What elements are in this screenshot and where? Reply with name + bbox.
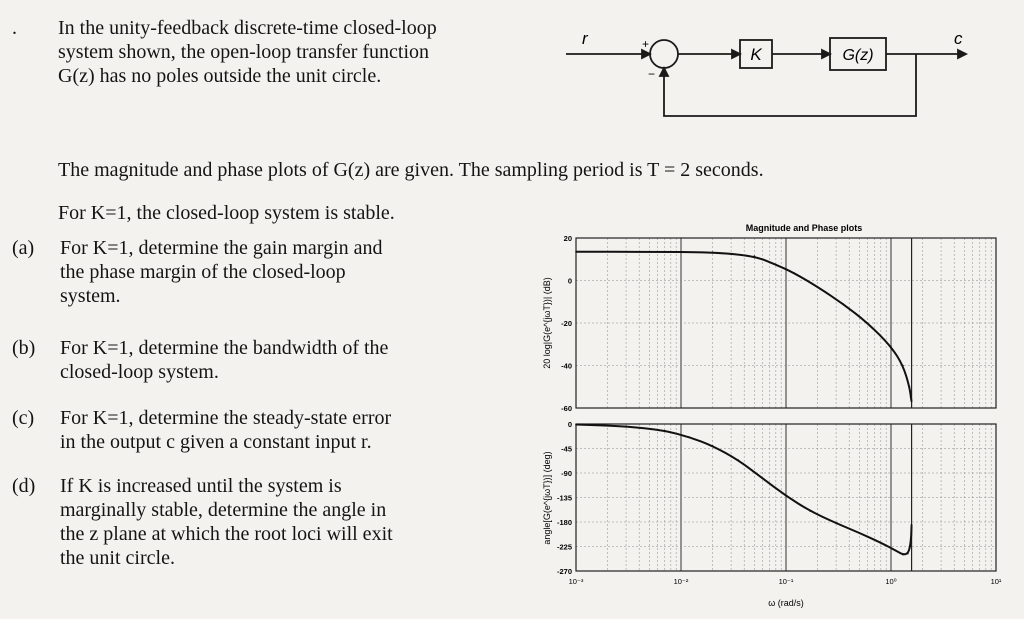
magnitude-data-point	[842, 303, 844, 305]
magnitude-data-point	[754, 255, 756, 257]
magnitude-grid	[576, 238, 996, 408]
phase-tick-label: -135	[556, 493, 572, 503]
summing-junction	[650, 40, 678, 68]
problem-statement: The magnitude and phase plots of G(z) are given. The sampling period is T = 2 seconds.	[58, 159, 764, 181]
chart-title: Magnitude and Phase plots	[745, 223, 863, 233]
phase-data-point	[859, 532, 861, 534]
plant-label: G(z)	[842, 47, 874, 64]
phase-data-point	[762, 478, 764, 480]
input-label: r	[582, 29, 588, 48]
phase-tick-label: -225	[556, 542, 572, 552]
magnitude-y-ticks	[561, 234, 572, 413]
phase-data-point	[575, 424, 577, 426]
question-d-line-4: the unit circle.	[60, 547, 175, 569]
question-d	[12, 474, 482, 574]
magnitude-tick-label: -40	[561, 361, 572, 371]
phase-data-point	[785, 495, 787, 497]
output-label: c	[954, 29, 963, 48]
stability-note: For K=1, the closed-loop system is stable.	[58, 202, 395, 224]
magnitude-tick-label: -60	[561, 404, 572, 413]
magnitude-data-point	[890, 346, 892, 348]
phase-data-point	[911, 524, 913, 526]
question-b-line-2: closed-loop system.	[60, 361, 219, 383]
question-c	[12, 406, 482, 458]
phase-data-point	[625, 425, 627, 427]
phase-data-point	[689, 436, 691, 438]
phase-grid	[576, 424, 996, 571]
intro-line-3: G(z) has no poles outside the unit circle.	[58, 65, 382, 87]
feedback-path	[664, 54, 916, 116]
question-c-label: (c)	[12, 407, 35, 429]
problem-marker: .	[12, 17, 17, 39]
x-tick-label: 10¹	[990, 577, 1002, 586]
magnitude-data-point	[911, 401, 913, 403]
plant-input-arrowhead	[822, 50, 830, 58]
phase-y-ticks	[557, 420, 572, 576]
phase-data-point	[809, 510, 811, 512]
minus-sign: −	[648, 67, 656, 81]
bode-plot	[530, 218, 1020, 614]
question-d-line-2: marginally stable, determine the angle in	[60, 499, 387, 521]
output-arrowhead	[958, 50, 966, 58]
question-a-line-3: system.	[60, 285, 121, 307]
question-d-label: (d)	[12, 475, 36, 497]
question-a	[12, 236, 482, 312]
x-tick-label: 10⁻²	[673, 577, 689, 586]
phase-tick-label: -180	[556, 518, 572, 527]
magnitude-data-point	[794, 272, 796, 274]
gain-label: K	[750, 45, 762, 64]
phase-tick-label: 0	[567, 420, 572, 429]
phase-data-point	[712, 445, 714, 447]
question-a-line-2: the phase margin of the closed-loop	[60, 261, 346, 283]
phase-data-point	[895, 550, 897, 552]
magnitude-data-point	[775, 264, 777, 266]
phase-y-axis-label: angle[G(e^{jωT})] (deg)	[542, 451, 552, 545]
gain-input-arrowhead	[732, 50, 740, 58]
phase-data-point	[737, 459, 739, 461]
question-a-label: (a)	[12, 237, 35, 259]
magnitude-tick-label: 0	[567, 276, 572, 286]
phase-data-point	[909, 546, 911, 548]
x-tick-label: 10⁻¹	[778, 577, 794, 586]
magnitude-data-point	[649, 251, 651, 253]
phase-data-point	[835, 522, 837, 524]
magnitude-data-point	[909, 386, 911, 388]
block-diagram	[560, 20, 980, 130]
magnitude-data-point	[867, 322, 869, 324]
question-b-line-1: For K=1, determine the bandwidth of the	[60, 337, 389, 359]
magnitude-data-points	[575, 251, 912, 402]
phase-tick-label: -270	[556, 567, 572, 576]
magnitude-data-point	[902, 365, 904, 367]
x-tick-label: 10⁰	[885, 577, 897, 586]
phase-tick-label: -90	[561, 469, 572, 478]
phase-data-point	[880, 542, 882, 544]
question-c-line-1: For K=1, determine the steady-state error	[60, 407, 392, 429]
phase-data-point	[664, 430, 666, 432]
magnitude-y-axis-label: 20 log|G(e^{jωT})| (dB)	[542, 277, 552, 369]
intro-line-2: system shown, the open-loop transfer function	[58, 41, 430, 63]
magnitude-data-point	[712, 251, 714, 253]
question-b-label: (b)	[12, 337, 36, 359]
plus-sign: +	[642, 37, 650, 51]
phase-data-point	[902, 554, 904, 556]
intro-paragraph	[58, 16, 538, 88]
input-arrowhead	[642, 50, 650, 58]
phase-data-points	[575, 424, 912, 556]
phase-data-point	[911, 535, 913, 537]
magnitude-data-point	[575, 251, 577, 253]
intro-line-1: In the unity-feedback discrete-time closed-loop	[58, 17, 437, 39]
x-axis-ticks	[569, 577, 1002, 586]
x-axis-label: ω (rad/s)	[768, 598, 804, 608]
magnitude-data-point	[817, 286, 819, 288]
magnitude-tick-label: 20	[563, 234, 572, 243]
question-d-line-3: the z plane at which the root loci will exit	[60, 523, 393, 545]
question-a-line-1: For K=1, determine the gain margin and	[60, 237, 383, 259]
x-tick-label: 10⁻³	[568, 577, 584, 586]
feedback-arrowhead	[660, 68, 668, 76]
phase-tick-label: -45	[561, 444, 572, 454]
magnitude-tick-label: -20	[561, 319, 572, 328]
phase-data-point	[907, 553, 909, 555]
question-d-line-1: If K is increased until the system is	[60, 475, 342, 497]
question-c-line-2: in the output c given a constant input r.	[60, 431, 372, 453]
question-b	[12, 336, 482, 388]
